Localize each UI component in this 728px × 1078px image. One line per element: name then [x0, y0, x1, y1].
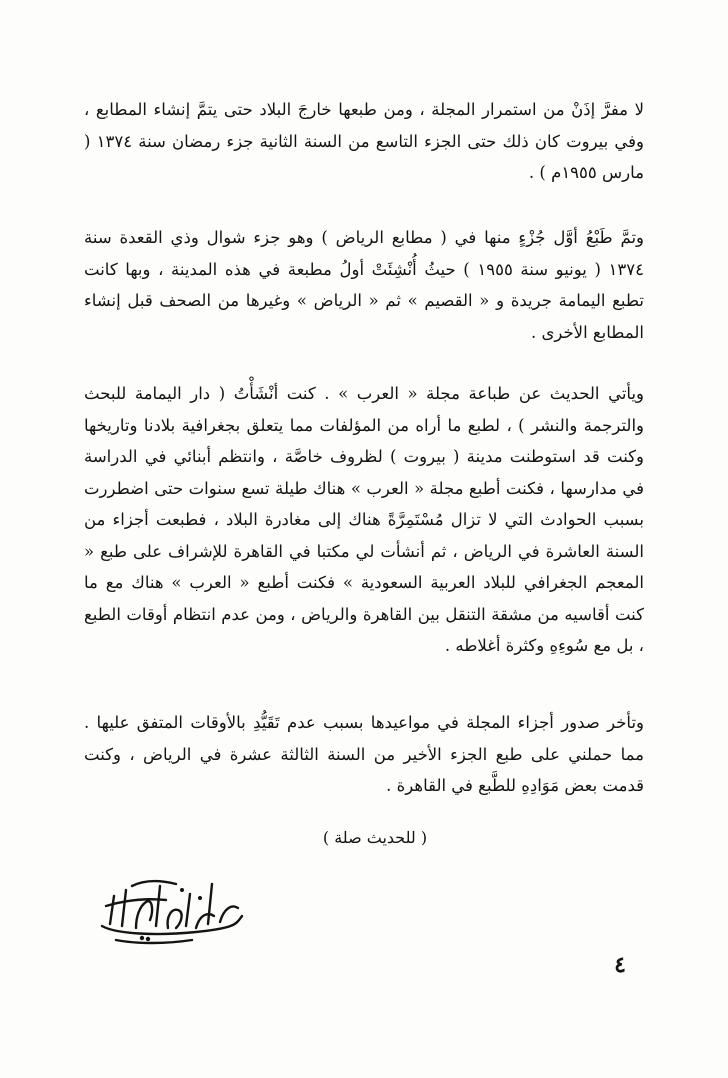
paragraph-3	[84, 378, 644, 662]
paragraph-text: ويأتي الحديث عن طباعة مجلة « العرب » . كنت أنْشَأْتُ ( دار اليمامة للبحث والترجمة والنشر ) ، لطبع ما أراه من المؤلفات مما يتعلق بجغرافية بلادنا وتاريخها وكنت قد استوطنت مدينة ( بيروت ) لظروف خاصَّة ، وانتظم أبنائي في الدراسة في مدارسها ، فكنت أطبع مجلة « العرب » هناك طيلة تسع سنوات حتى اضطررت بسبب الحوادث التي لا تزال مُسْتَمِرَّةً هناك إلى مغادرة البلاد ، فطبعت أجزاء من السنة العاشرة في الرياض ، ثم أنشأت لي مكتبا في القاهرة للإشراف على طبع « المعجم الجغرافي للبلاد العربية السعودية » فكنت أطبع « العرب » هناك مع ما كنت أقاسيه من مشقة التنقل بين القاهرة والرياض ، ومن عدم انتظام أوقات الطبع ، بل مع سُوءِهِ وكثرة أغلاطه .	[84, 384, 644, 655]
signature-calligraphy-icon	[96, 876, 246, 948]
paragraph-text: وتأخر صدور أجزاء المجلة في مواعيدها بسبب عدم تَقَيُّدِ بالأوقات المتفق عليها . مما حملني على طبع الجزء الأخير من السنة الثالثة عشرة في الرياض ، وكنت قدمت بعض مَوَادِهِ للطَّبع في القاهرة .	[84, 713, 644, 795]
paragraph-2	[84, 222, 644, 348]
paragraph-text: وتمَّ طَبْعُ أوَّل جُزْءٍ منها في ( مطابع الرياض ) وهو جزء شوال وذي القعدة سنة ١٣٧٤ ( يونيو سنة ١٩٥٥ ) حيثُ أُنْشِئَتْ أولُ مطبعة في هذه المدينة ، وبها كانت تطبع اليمامة جريدة و « القصيم » ثم « الرياض » وغيرها من الصحف قبل إنشاء المطابع الأخرى .	[84, 228, 644, 342]
paragraph-4	[84, 707, 644, 802]
author-signature	[96, 876, 246, 948]
paragraph-text: لا مفرَّ إذَنْ من استمرار المجلة ، ومن طبعها خارجَ البلاد حتى يتمَّ إنشاء المطابع ، وفي بيروت كان ذلك حتى الجزء التاسع من السنة الثانية جزء رمضان سنة ١٣٧٤ ( مارس ١٩٥٥م ) .	[84, 100, 645, 182]
page-number: ٤	[614, 952, 626, 978]
to-be-continued-note: ( للحديث صلة )	[322, 828, 428, 847]
paragraph-1	[84, 94, 644, 189]
